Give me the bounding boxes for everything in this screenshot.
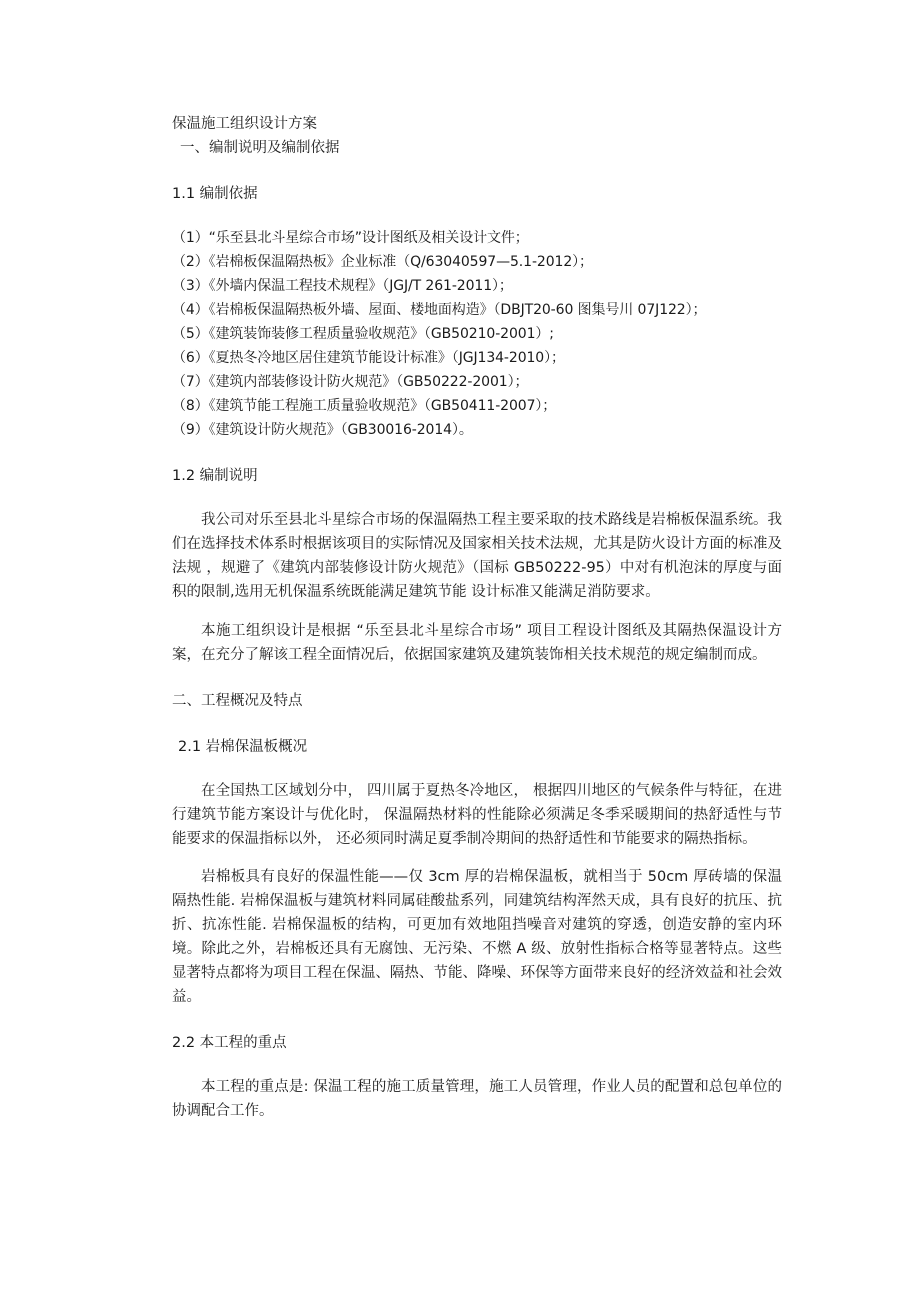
section-1-heading: 一、编制说明及编制依据 [180, 140, 340, 156]
subsection-2-2-heading: 2.2 本工程的重点 [172, 1035, 287, 1051]
reference-item: （6）《夏热冬冷地区居住建筑节能设计标准》（JGJ134-2010）； [172, 350, 565, 366]
document-title: 保温施工组织设计方案 [172, 116, 317, 132]
reference-item: （5）《建筑装饰装修工程质量验收规范》（GB50210-2001）; [172, 326, 554, 342]
reference-item: （8）《建筑节能工程施工质量验收规范》（GB50411-2007）； [172, 398, 557, 414]
paragraph: 本施工组织设计是根据 “乐至县北斗星综合市场” 项目工程设计图纸及其隔热保温设计方案，在充分了解该工程全面情况后，依据国家建筑及建筑装饰相关技术规范的规定编制而成。 [172, 622, 782, 663]
document-page [172, 112, 782, 1138]
paragraph: 我公司对乐至县北斗星综合市场的保温隔热工程主要采取的技术路线是岩棉板保温系统。我们在选择技术体系时根据该项目的实际情况及国家相关技术法规，尤其是防火设计方面的标准及法规 ，规避了《建筑内部装修设计防火规范》（国标 GB50222-95）中对有机泡沫的厚度与面积的限制,选用无机保温系统既能满足建筑节能 设计标准又能满足消防要求。 [172, 512, 782, 600]
reference-list [172, 226, 782, 442]
paragraph: 在全国热工区域划分中， 四川属于夏热冬冷地区， 根据四川地区的气候条件与特征，在进行建筑节能方案设计与优化时， 保温隔热材料的性能除必须满足冬季采暖期间的热舒适性与节能要求的保温指标以外， 还必须同时满足夏季制冷期间的热舒适性和节能要求的隔热指标。 [172, 782, 782, 847]
paragraph: 岩棉板具有良好的保温性能——仅 3cm 厚的岩棉保温板，就相当于 50cm 厚砖墙的保温隔热性能. 岩棉保温板与建筑材料同属硅酸盐系列，同建筑结构浑然天成，具有良好的抗压、抗折、抗冻性能. 岩棉保温板的结构，可更加有效地阻挡噪音对建筑的穿透，创造安静的室内环境。除此之外，岩棉板还具有无腐蚀、无污染、不燃 A 级、放射性指标合格等显著特点。这些显著特点都将为项目工程在保温、隔热、节能、降噪、环保等方面带来良好的经济效益和社会效益。 [172, 869, 782, 1005]
subsection-1-2-heading: 1.2 编制说明 [172, 468, 258, 484]
reference-item: （3）《外墙内保温工程技术规程》（JGJ/T 261-2011）； [172, 278, 513, 294]
subsection-1-1-heading: 1.1 编制依据 [172, 186, 258, 202]
reference-item: （7）《建筑内部装修设计防火规范》（GB50222-2001）； [172, 374, 529, 390]
reference-item: （4）《岩棉板保温隔热板外墙、屋面、楼地面构造》（DBJT20-60 图集号川 07J122）； [172, 302, 707, 318]
reference-item: （9）《建筑设计防火规范》（GB30016-2014）。 [172, 422, 473, 438]
section-2-heading: 二、工程概况及特点 [172, 692, 303, 709]
subsection-2-1-heading: 2.1 岩棉保温板概况 [178, 738, 308, 755]
reference-item: （2）《岩棉板保温隔热板》企业标准（Q/63040597—5.1-2012）； [172, 254, 593, 270]
reference-item: （1）“乐至县北斗星综合市场”设计图纸及相关设计文件； [172, 230, 529, 246]
paragraph: 本工程的重点是: 保温工程的施工质量管理，施工人员管理，作业人员的配置和总包单位的协调配合工作。 [172, 1079, 782, 1119]
